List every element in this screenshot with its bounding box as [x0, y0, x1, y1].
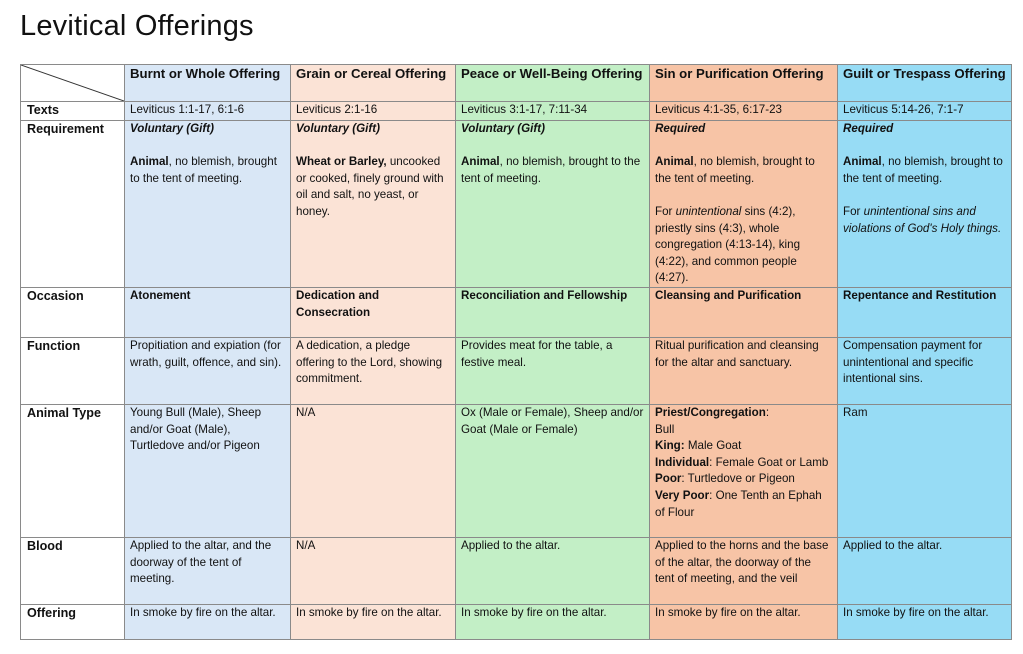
row-label-texts: Texts: [21, 102, 125, 121]
requirement-status: Voluntary (Gift): [130, 122, 214, 135]
offering-cell: In smoke by fire on the altar.: [838, 604, 1012, 639]
texts-cell: Leviticus 5:14-26, 7:1-7: [838, 102, 1012, 121]
function-cell: Compensation payment for unintentional and specific intentional sins.: [838, 337, 1012, 404]
function-cell: Propitiation and expiation (for wrath, guilt, offence, and sin).: [125, 337, 291, 404]
requirement-bold: Animal: [843, 155, 882, 169]
texts-cell: Leviticus 2:1-16: [291, 102, 456, 121]
requirement-status: Required: [843, 122, 894, 135]
requirement-cell-peace: [456, 121, 650, 288]
animal-type-cell: Ox (Male or Female), Sheep and/or Goat (Male or Female): [456, 404, 650, 537]
occasion-cell: Reconciliation and Fellowship: [456, 287, 650, 337]
requirement-status: Voluntary (Gift): [296, 122, 380, 135]
row-label-requirement: Requirement: [21, 121, 125, 288]
animal-type-cell: N/A: [291, 404, 456, 537]
requirement-bold: Animal: [130, 155, 169, 169]
requirement-note-italic: unintentional: [675, 204, 742, 218]
requirement-note: For: [655, 204, 676, 218]
texts-cell: Leviticus 1:1-17, 6:1-6: [125, 102, 291, 121]
row-label-offering: Offering: [21, 604, 125, 639]
requirement-cell-guilt: [838, 121, 1012, 288]
column-header-grain: Grain or Cereal Offering: [291, 65, 456, 102]
offerings-table: [20, 64, 1012, 640]
function-cell: Provides meat for the table, a festive meal.: [456, 337, 650, 404]
requirement-cell-sin: [650, 121, 838, 288]
row-label-occasion: Occasion: [21, 287, 125, 337]
requirement-cell-burnt: [125, 121, 291, 288]
blood-cell: Applied to the horns and the base of the altar, the doorway of the tent of meeting, and the veil: [650, 537, 838, 604]
requirement-status: Voluntary (Gift): [461, 122, 545, 135]
animal-type-entry: Individual: Female Goat or Lamb: [655, 455, 829, 469]
blood-cell: Applied to the altar, and the doorway of the tent of meeting.: [125, 537, 291, 604]
requirement-note: For: [843, 204, 864, 218]
column-header-burnt: Burnt or Whole Offering: [125, 65, 291, 102]
requirement-status: Required: [655, 122, 706, 135]
blood-cell: N/A: [291, 537, 456, 604]
function-cell: Ritual purification and cleansing for the altar and sanctuary.: [650, 337, 838, 404]
requirement-text: , no blemish, brought to the tent of meeting.: [130, 155, 277, 185]
column-header-sin: Sin or Purification Offering: [650, 65, 838, 102]
function-row: [21, 337, 1012, 404]
requirement-note: sins (4:2), priestly sins (4:3), whole congregation (4:13-14), king (4:22), and common people (4:27).: [655, 204, 801, 285]
page-title: Levitical Offerings: [20, 10, 254, 42]
blood-cell: Applied to the altar.: [838, 537, 1012, 604]
offering-cell: In smoke by fire on the altar.: [125, 604, 291, 639]
header-row: [21, 65, 1012, 102]
texts-cell: Leviticus 4:1-35, 6:17-23: [650, 102, 838, 121]
animal-type-entry: Very Poor: One Tenth an Ephah of Flour: [655, 488, 822, 519]
requirement-note-italic: unintentional sins and violations of God's Holy things.: [843, 204, 1002, 235]
animal-type-entry: Priest/Congregation: Bull: [655, 405, 770, 436]
animal-type-entry: Poor: Turtledove or Pigeon: [655, 472, 795, 486]
blood-row: [21, 537, 1012, 604]
requirement-row: [21, 121, 1012, 288]
offering-cell: In smoke by fire on the altar.: [456, 604, 650, 639]
column-header-guilt: Guilt or Trespass Offering: [838, 65, 1012, 102]
blood-cell: Applied to the altar.: [456, 537, 650, 604]
row-label-blood: Blood: [21, 537, 125, 604]
offering-cell: In smoke by fire on the altar.: [650, 604, 838, 639]
requirement-cell-grain: [291, 121, 456, 288]
requirement-bold: Animal: [655, 155, 694, 169]
offering-cell: In smoke by fire on the altar.: [291, 604, 456, 639]
occasion-cell: Dedication and Consecration: [291, 287, 456, 337]
requirement-text: , no blemish, brought to the tent of meeting.: [843, 155, 1003, 185]
requirement-text: uncooked or cooked, finely ground with oil and salt, no yeast, or honey.: [296, 155, 444, 218]
occasion-cell: Cleansing and Purification: [650, 287, 838, 337]
requirement-text: , no blemish, brought to the tent of meeting.: [461, 155, 641, 185]
row-label-animal-type: Animal Type: [21, 404, 125, 537]
animal-type-row: [21, 404, 1012, 537]
occasion-row: [21, 287, 1012, 337]
animal-type-cell: Young Bull (Male), Sheep and/or Goat (Male), Turtledove and/or Pigeon: [125, 404, 291, 537]
row-label-function: Function: [21, 337, 125, 404]
occasion-cell: Atonement: [125, 287, 291, 337]
animal-type-cell: Ram: [838, 404, 1012, 537]
texts-row: [21, 102, 1012, 121]
requirement-bold: Animal: [461, 155, 500, 169]
requirement-bold: Wheat or Barley,: [296, 155, 387, 169]
occasion-cell: Repentance and Restitution: [838, 287, 1012, 337]
column-header-peace: Peace or Well-Being Offering: [456, 65, 650, 102]
animal-type-entry: King: Male Goat: [655, 439, 742, 453]
diagonal-divider: [21, 65, 124, 101]
corner-cell: [21, 65, 125, 102]
offering-row: [21, 604, 1012, 639]
function-cell: A dedication, a pledge offering to the Lord, showing commitment.: [291, 337, 456, 404]
requirement-text: , no blemish, brought to the tent of meeting.: [655, 155, 815, 185]
animal-type-cell-sin: [650, 404, 838, 537]
texts-cell: Leviticus 3:1-17, 7:11-34: [456, 102, 650, 121]
